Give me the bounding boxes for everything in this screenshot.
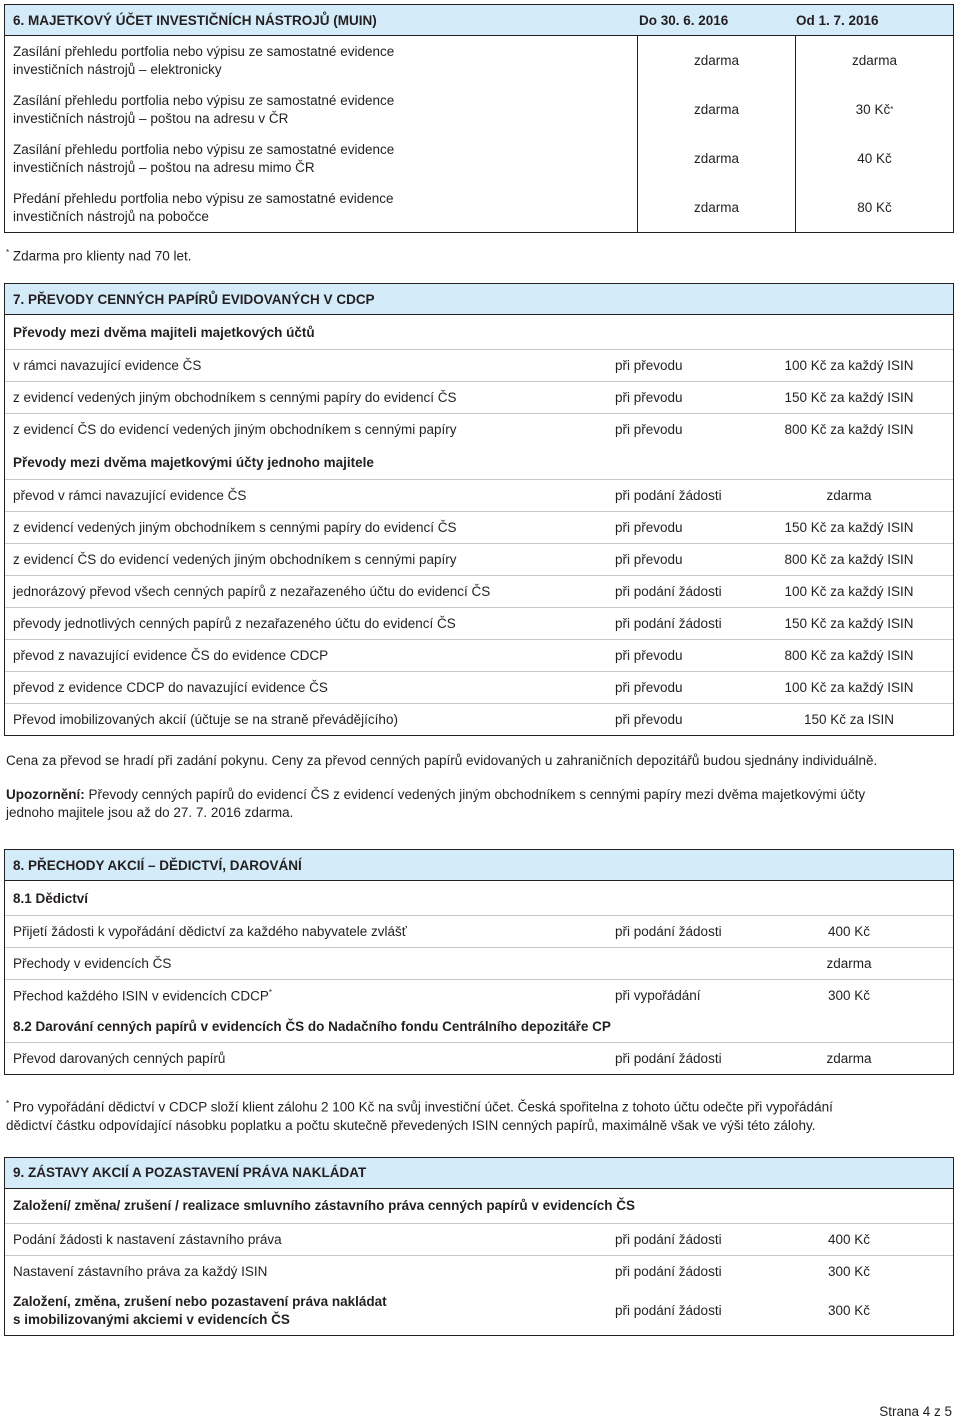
- row-price: 150 Kč za každý ISIN: [784, 390, 914, 405]
- row-label: Předání přehledu portfolia nebo výpisu ze samostatné evidence investičních nástrojů na pobočce: [13, 190, 394, 224]
- table-row: [5, 608, 953, 640]
- section-9-title: 9. ZÁSTAVY AKCIÍ A POZASTAVENÍ PRÁVA NAKLÁDAT: [13, 1165, 367, 1180]
- section-7-table: [4, 283, 954, 736]
- table-row: [5, 1043, 953, 1074]
- section-6-title: 6. MAJETKOVÝ ÚČET INVESTIČNÍCH NÁSTROJŮ (MUIN): [13, 12, 377, 28]
- col-before-header: Do 30. 6. 2016: [639, 12, 729, 28]
- price-after: 80 Kč: [795, 183, 953, 232]
- row-label: převody jednotlivých cenných papírů z nezařazeného účtu do evidencí ČS: [13, 616, 456, 631]
- col-after-header: Od 1. 7. 2016: [796, 12, 879, 28]
- row-when: při převodu: [615, 648, 683, 663]
- row-label: Nastavení zástavního práva za každý ISIN: [13, 1263, 268, 1279]
- row-when: při převodu: [615, 358, 683, 373]
- table-row: [5, 948, 953, 980]
- row-label: z evidencí vedených jiným obchodníkem s cennými papíry do evidencí ČS: [13, 390, 457, 405]
- table-row: [5, 36, 953, 85]
- table-row: [5, 480, 953, 512]
- row-price: 400 Kč: [827, 1231, 871, 1247]
- row-label: Přechody v evidencích ČS: [13, 956, 172, 971]
- section-7-subheader-2: Převody mezi dvěma majetkovými účty jednoho majitele: [5, 445, 953, 480]
- row-when: při převodu: [615, 390, 683, 405]
- row-when: při podání žádosti: [615, 1231, 722, 1247]
- price-after: zdarma: [795, 36, 953, 85]
- row-when: při převodu: [615, 680, 683, 695]
- section-7-note-price: Cena za převod se hradí při zadání pokynu. Ceny za převod cenných papírů evidovaných u zahraničních depozitářů budou sjednány individuálně.: [6, 753, 878, 768]
- row-when: při podání žádosti: [615, 584, 722, 599]
- row-when: při podání žádosti: [615, 924, 722, 939]
- table-row: [5, 640, 953, 672]
- price-after: 30 Kč *: [795, 85, 953, 134]
- row-price: 800 Kč za každý ISIN: [784, 552, 914, 567]
- table-row: [5, 576, 953, 608]
- row-price: zdarma: [826, 956, 872, 971]
- row-label: z evidencí ČS do evidencí vedených jiným obchodníkem s cennými papíry: [13, 422, 457, 437]
- section-8-subheader-1: 8.1 Dědictví: [5, 881, 953, 916]
- row-label: Zasílání přehledu portfolia nebo výpisu ze samostatné evidence investičních nástrojů – poštou na adresu mimo ČR: [13, 141, 395, 175]
- row-when: při podání žádosti: [615, 1051, 722, 1066]
- table-row: [5, 414, 953, 445]
- table-row: [5, 350, 953, 382]
- table-row: [5, 704, 953, 735]
- row-price: 300 Kč: [827, 988, 871, 1003]
- row-label: jednorázový převod všech cenných papírů z nezařazeného účtu do evidencí ČS: [13, 584, 491, 599]
- row-label: Zasílání přehledu portfolia nebo výpisu ze samostatné evidence investičních nástrojů – poštou na adresu v ČR: [13, 92, 395, 126]
- row-label: Podání žádosti k nastavení zástavního práva: [13, 1231, 282, 1247]
- price-before: zdarma: [637, 85, 795, 134]
- row-price: 150 Kč za ISIN: [803, 712, 895, 727]
- row-label: Přechod každého ISIN v evidencích CDCP*: [13, 987, 272, 1004]
- table-row: [5, 544, 953, 576]
- row-label: Převod imobilizovaných akcií (účtuje se na straně převádějícího): [13, 712, 398, 727]
- row-when: při převodu: [615, 552, 683, 567]
- page-number: Strana 4 z 5: [879, 1404, 952, 1419]
- row-price: 150 Kč za každý ISIN: [784, 616, 914, 631]
- table-row: [5, 980, 953, 1011]
- section-6-footnote: * Zdarma pro klienty nad 70 let.: [6, 248, 192, 264]
- row-when: při podání žádosti: [615, 488, 722, 503]
- section-8-header: [5, 850, 953, 881]
- section-9-header: [5, 1158, 953, 1189]
- row-price: 100 Kč za každý ISIN: [784, 358, 914, 373]
- table-row: [5, 183, 953, 232]
- row-price: 100 Kč za každý ISIN: [784, 680, 914, 695]
- row-when: při převodu: [615, 712, 683, 727]
- section-8-title: 8. PŘECHODY AKCIÍ – DĚDICTVÍ, DAROVÁNÍ: [13, 857, 302, 873]
- section-8-footnote: * Pro vypořádání dědictví v CDCP složí klient zálohu 2 100 Kč na svůj investiční účet. Česká spořitelna z tohoto účtu odečte při vypořádání dědictví částku odpovídající násobku poplatku a počtu skutečně převedených ISIN cenných papírů, maximálně však ve výši této zálohy.: [6, 1099, 833, 1133]
- table-row: Založení, změna, zrušení nebo pozastavení práva nakládat s imobilizovanými akciemi v evidencích ČS při podání žádosti 300 Kč: [13, 1293, 871, 1327]
- row-label: z evidencí ČS do evidencí vedených jiným obchodníkem s cennými papíry: [13, 552, 457, 567]
- section-6-table: [4, 4, 954, 233]
- row-price: 800 Kč za každý ISIN: [784, 648, 914, 663]
- row-price: 300 Kč: [827, 1263, 871, 1279]
- table-row: [5, 382, 953, 414]
- table-row: [5, 1256, 953, 1287]
- row-label: převod z evidence CDCP do navazující evidence ČS: [13, 680, 328, 695]
- row-when: při podání žádosti: [615, 1263, 722, 1279]
- section-7-header: [5, 284, 953, 315]
- row-when: při vypořádání: [615, 988, 701, 1003]
- table-row: [5, 916, 953, 948]
- row-label: v rámci navazující evidence ČS: [13, 358, 202, 373]
- price-before: zdarma: [637, 183, 795, 232]
- section-9-table: [4, 1157, 954, 1336]
- row-label: převod v rámci navazující evidence ČS: [13, 488, 247, 503]
- table-row: [5, 85, 953, 134]
- table-row: [5, 672, 953, 704]
- section-7-title: 7. PŘEVODY CENNÝCH PAPÍRŮ EVIDOVANÝCH V CDCP: [13, 291, 375, 307]
- row-price: zdarma: [826, 488, 872, 503]
- section-7-warning: Upozornění: Převody cenných papírů do evidencí ČS z evidencí vedených jiným obchodníkem s cennými papíry mezi dvěma majetkovými účty jednoho majitele jsou až do 27. 7. 2016 zdarma.: [6, 787, 866, 820]
- row-price: zdarma: [826, 1051, 872, 1066]
- section-8-subheader-2: 8.2 Darování cenných papírů v evidencích ČS do Nadačního fondu Centrálního depozitáře CP: [5, 1011, 953, 1043]
- section-9-subheader-1: Založení/ změna/ zrušení / realizace smluvního zástavního práva cenných papírů v evidencích ČS: [5, 1189, 953, 1224]
- row-label: Převod darovaných cenných papírů: [13, 1051, 226, 1066]
- section-6-header: [5, 5, 953, 36]
- row-price: 150 Kč za každý ISIN: [784, 520, 914, 535]
- table-row: [5, 512, 953, 544]
- row-when: při převodu: [615, 520, 683, 535]
- section-7-subheader-1: Převody mezi dvěma majiteli majetkových účtů: [5, 315, 953, 350]
- row-label: převod z navazující evidence ČS do evidence CDCP: [13, 648, 329, 663]
- row-label: Zasílání přehledu portfolia nebo výpisu ze samostatné evidence investičních nástrojů – elektronicky: [13, 43, 395, 77]
- price-after: 40 Kč: [795, 134, 953, 183]
- row-when: při převodu: [615, 422, 683, 437]
- price-before: zdarma: [637, 134, 795, 183]
- price-before: zdarma: [637, 36, 795, 85]
- row-label: z evidencí vedených jiným obchodníkem s cennými papíry do evidencí ČS: [13, 520, 457, 535]
- row-price: 400 Kč: [827, 924, 871, 939]
- row-price: 800 Kč za každý ISIN: [784, 422, 914, 437]
- row-label: Přijetí žádosti k vypořádání dědictví za každého nabyvatele zvlášť: [13, 924, 407, 939]
- table-row: [5, 134, 953, 183]
- row-when: při podání žádosti: [615, 616, 722, 631]
- section-8-table: [4, 849, 954, 1075]
- table-row: [5, 1224, 953, 1256]
- row-price: 100 Kč za každý ISIN: [784, 584, 914, 599]
